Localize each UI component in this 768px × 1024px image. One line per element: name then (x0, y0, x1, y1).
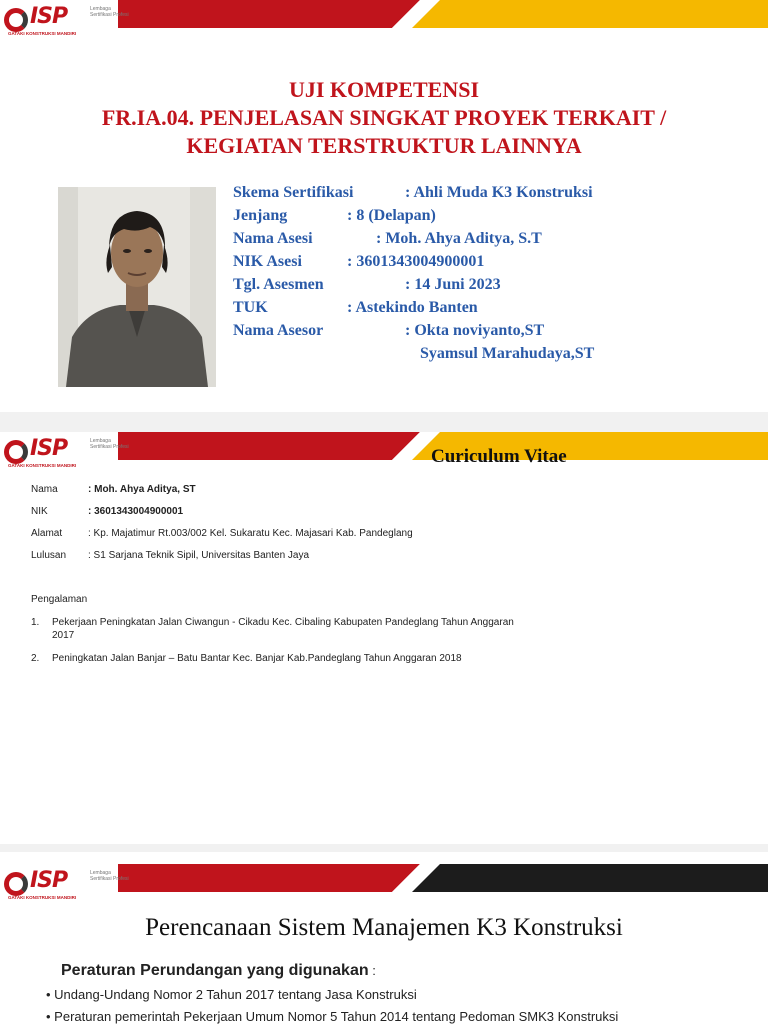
info-label: Tgl. Asesmen (233, 276, 324, 293)
bullet-text: Peraturan pemerintah Pekerjaan Umum Nomor 5 Tahun 2014 tentang Pedoman SMK3 Konstruksi (54, 1009, 619, 1024)
info-value: : 8 (Delapan) (347, 207, 436, 224)
slide-cv (0, 432, 768, 844)
cv-key: NIK (31, 506, 48, 517)
logo-subline: GATAKI KONSTRUKSI MANDIRI (8, 31, 77, 36)
header-band (0, 432, 768, 468)
info-label: Jenjang (233, 207, 288, 224)
logo-ring-icon (4, 440, 28, 464)
cv-key: Lulusan (31, 550, 67, 561)
regulation-heading-colon: : (368, 963, 376, 978)
slide-identity (0, 0, 768, 412)
cv-key: Nama (31, 484, 58, 495)
regulation-heading-text: Peraturan Perundangan yang digunakan (61, 962, 369, 979)
header-band (0, 864, 768, 900)
item-text-cont: 2017 (52, 630, 75, 641)
header-band (0, 0, 768, 36)
info-value: : Ahli Muda K3 Konstruksi (405, 184, 593, 201)
lsp-logo (4, 436, 129, 468)
title-line: UJI KOMPETENSI (288, 77, 480, 102)
cv-value: : Kp. Majatimur Rt.003/002 Kel. Sukaratu Kec. Majasari Kab. Pandeglang (88, 528, 413, 539)
cv-key: Alamat (31, 528, 63, 539)
list-item (31, 616, 591, 642)
info-label: Skema Sertifikasi (233, 184, 354, 201)
lsp-logo (4, 868, 129, 900)
info-value: Syamsul Marahudaya,ST (420, 345, 595, 362)
slide-gap (0, 412, 768, 432)
list-item: • Undang-Undang Nomor 2 Tahun 2017 tentang Jasa Konstruksi (46, 987, 417, 1002)
logo-ring-icon (4, 872, 28, 896)
portrait-image (58, 187, 216, 387)
item-number: 1. (31, 617, 40, 628)
asesi-photo (58, 187, 216, 387)
cv-value: : 3601343004900001 (88, 506, 184, 517)
logo-brand: ISP (30, 436, 68, 461)
list-item: • Peraturan pemerintah Pekerjaan Umum Nomor 5 Tahun 2014 tentang Pedoman SMK3 Konstruksi (46, 1009, 619, 1024)
experience-heading: Pengalaman (31, 594, 88, 605)
title-line: FR.IA.04. PENJELASAN SINGKAT PROYEK TERKAIT / (101, 105, 667, 130)
cv-value: : Moh. Ahya Aditya, ST (88, 484, 196, 495)
info-value: : 3601343004900001 (347, 253, 485, 270)
slide-gap (0, 844, 768, 852)
slide-perencanaan (0, 852, 768, 1024)
regulation-heading (61, 962, 376, 980)
logo-side-text: Lembaga Sertifikasi Profesi (90, 438, 129, 450)
regulation-list (46, 987, 618, 1024)
info-label: TUK (233, 299, 268, 316)
slide1-title (0, 76, 768, 160)
logo-subline: GATAKI KONSTRUKSI MANDIRI (8, 463, 77, 468)
experience-list (31, 616, 591, 675)
logo-side-text: Lembaga Sertifikasi Profesi (90, 6, 129, 18)
info-label: Nama Asesi (233, 230, 313, 247)
info-value: : 14 Juni 2023 (405, 276, 501, 293)
info-value: : Astekindo Banten (347, 299, 478, 316)
item-number: 2. (31, 653, 40, 664)
cv-title: Curiculum Vitae (431, 446, 567, 467)
logo-ring-icon (4, 8, 28, 32)
cv-value: : S1 Sarjana Teknik Sipil, Universitas Banten Jaya (88, 550, 310, 561)
info-value: : Okta noviyanto,ST (405, 322, 545, 339)
logo-subline: GATAKI KONSTRUKSI MANDIRI (8, 895, 77, 900)
lsp-logo (4, 4, 129, 36)
info-label: NIK Asesi (233, 253, 302, 270)
info-value: : Moh. Ahya Aditya, S.T (376, 230, 542, 247)
logo-brand: ISP (30, 4, 68, 29)
list-item (31, 652, 591, 665)
slide3-title: Perencanaan Sistem Manajemen K3 Konstruksi (145, 914, 623, 941)
title-line: KEGIATAN TERSTRUKTUR LAINNYA (186, 133, 582, 158)
item-text: Pekerjaan Peningkatan Jalan Ciwangun - Cikadu Kec. Cibaling Kabupaten Pandeglang Tahun Anggaran (52, 617, 514, 628)
bullet-text: Undang-Undang Nomor 2 Tahun 2017 tentang Jasa Konstruksi (54, 987, 417, 1002)
item-text: Peningkatan Jalan Banjar – Batu Bantar Kec. Banjar Kab.Pandeglang Tahun Anggaran 2018 (52, 653, 462, 664)
logo-side-text: Lembaga Sertifikasi Profesi (90, 870, 129, 882)
logo-brand: ISP (30, 868, 68, 893)
info-label: Nama Asesor (233, 322, 324, 339)
